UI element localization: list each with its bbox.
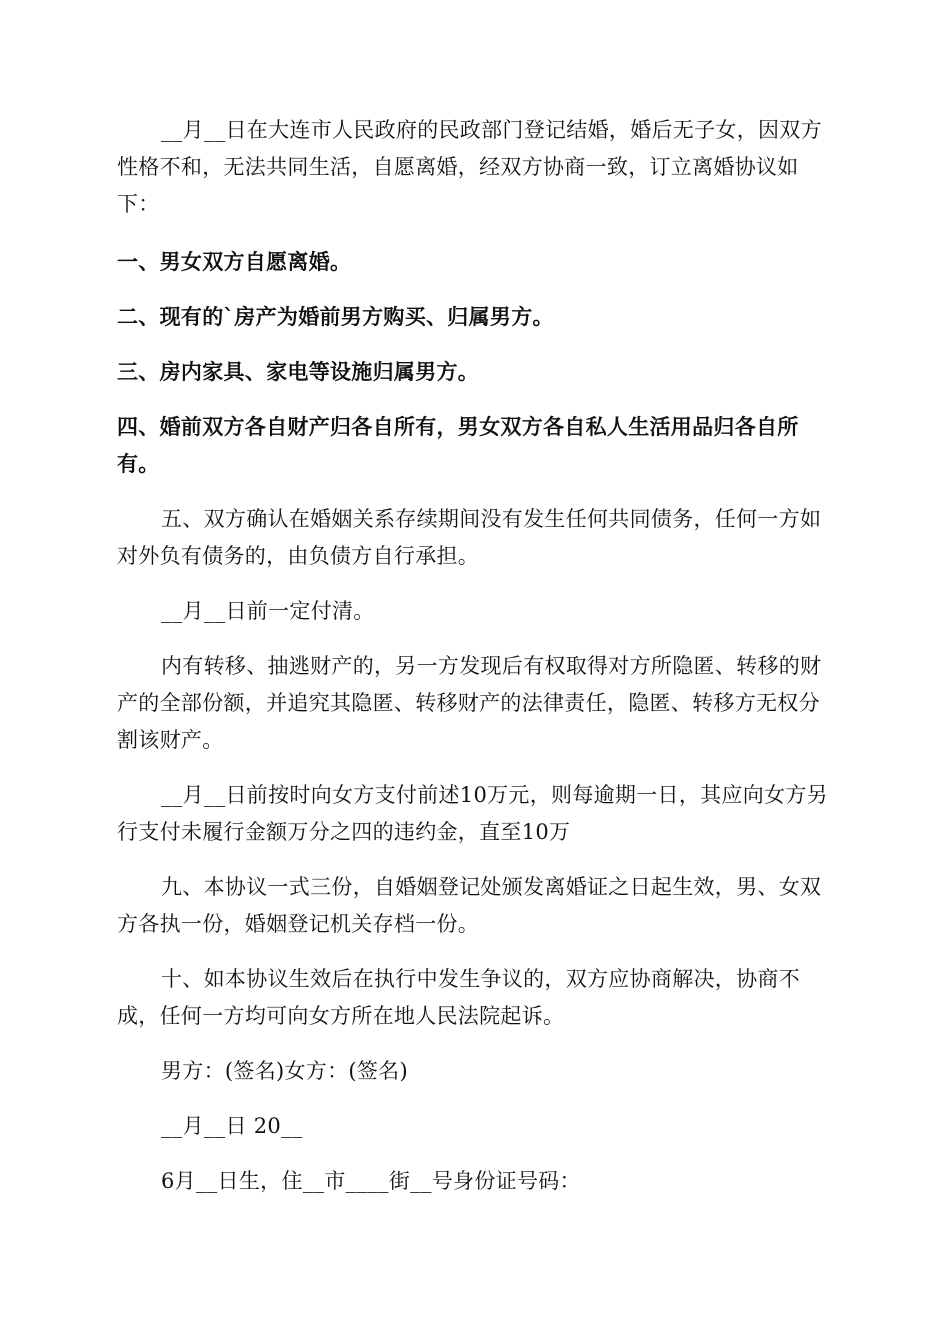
clause-4-property: 四、婚前双方各自财产归各自所有，男女双方各自私人生活用品归各自所有。 xyxy=(117,415,799,476)
identity-line: 6月__日生，住__市____街__号身份证号码： xyxy=(161,1169,581,1193)
clause-2-house: 二、现有的`房产为婚前男方购买、归属男方。 xyxy=(117,305,554,329)
clause-5-debts: 五、双方确认在婚姻关系存续期间没有发生任何共同债务，任何一方如对外负有债务的，由负债方自行承担。 xyxy=(117,507,822,568)
clause-10-disputes: 十、如本协议生效后在执行中发生争议的，双方应协商解决，协商不成，任何一方均可向女方所在地人民法院起诉。 xyxy=(117,967,800,1028)
date-line: __月__日 20__ xyxy=(161,1114,303,1138)
clause-3-furniture: 三、房内家具、家电等设施归属男方。 xyxy=(117,360,480,384)
paragraph-marriage-registration: __月__日在大连市人民政府的民政部门登记结婚，婚后无子女，因双方性格不和，无法共同生活，自愿离婚，经双方协商一致，订立离婚协议如下： xyxy=(117,118,822,216)
signature-line: 男方：(签名)女方：(签名) xyxy=(161,1059,408,1083)
clause-1-voluntary-divorce: 一、男女双方自愿离婚。 xyxy=(117,250,352,274)
clause-9-copies: 九、本协议一式三份，自婚姻登记处颁发离婚证之日起生效，男、女双方各执一份，婚姻登记机关存档一份。 xyxy=(117,875,822,936)
paragraph-penalty: __月__日前按时向女方支付前述10万元，则每逾期一日，其应向女方另行支付未履行金额万分之四的违约金，直至10万 xyxy=(117,783,828,844)
paragraph-payment-deadline: __月__日前一定付清。 xyxy=(161,599,375,623)
paragraph-asset-concealment: 内有转移、抽逃财产的，另一方发现后有权取得对方所隐匿、转移的财产的全部份额，并追究其隐匿、转移财产的法律责任，隐匿、转移方无权分割该财产。 xyxy=(117,654,822,752)
